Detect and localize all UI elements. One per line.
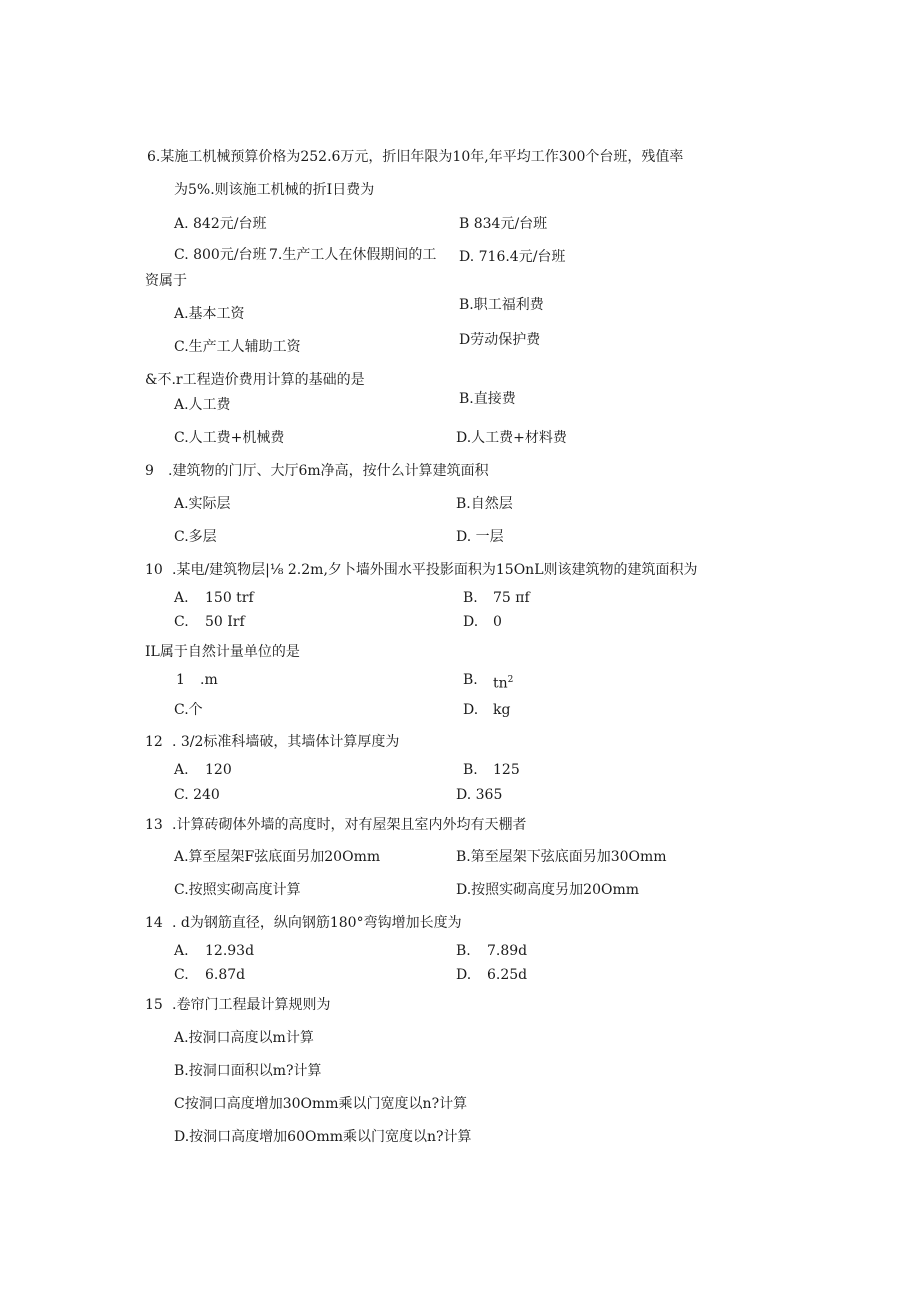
q14-option-d-letter: D. xyxy=(456,967,472,983)
q10-option-b-value: 75 πf xyxy=(493,590,530,606)
q10-option-a-letter: A. xyxy=(174,590,189,606)
q11-option-d-letter: D. xyxy=(463,702,479,718)
q7-option-b: B.职工福利费 xyxy=(459,297,544,313)
q6-option-d: D. 716.4元/台班 xyxy=(459,249,566,265)
q7-option-a: A.基本工资 xyxy=(174,306,245,322)
q14-option-c-letter: C. xyxy=(174,967,189,983)
q9-option-b: B.自然层 xyxy=(456,496,513,512)
q10-option-a-value: 150 trf xyxy=(205,590,254,606)
q7-stem-line2: 资属于 xyxy=(145,273,187,289)
q9-option-d: D. 一层 xyxy=(456,529,504,545)
q9-option-c: C.多层 xyxy=(174,529,217,545)
q15-stem: .卷帘门工程最计算规则为 xyxy=(172,997,331,1013)
q14-option-a-value: 12.93d xyxy=(205,943,255,959)
q7-stem-line1: 7.生产工人在休假期间的工 xyxy=(269,247,437,263)
q14-number: 14 xyxy=(145,915,163,931)
q11-option-a-value: .m xyxy=(200,672,218,688)
q13-option-b: B.第至屋架下弦底面另加30Omm xyxy=(456,849,667,865)
q13-option-d: D.按照实砌高度另加20Omm xyxy=(456,882,640,898)
q10-option-c-letter: C. xyxy=(174,614,189,630)
q14-option-d-value: 6.25d xyxy=(487,967,528,983)
q7-option-d: D劳动保护费 xyxy=(459,332,541,348)
q12-stem: . 3/2标准科墙破，其墙体计算厚度为 xyxy=(172,734,400,750)
q6-stem-line2: 为5%.则该施工机械的折I日费为 xyxy=(174,182,375,198)
q7-option-c: C.生产工人辅助工资 xyxy=(174,339,301,355)
q11-option-c: C.个 xyxy=(174,702,203,718)
q10-option-c-value: 50 Irf xyxy=(205,614,245,630)
q8-option-a: A.人工费 xyxy=(174,397,231,413)
q15-option-a: A.按洞口高度以m计算 xyxy=(174,1030,314,1046)
q11-option-d-value: kg xyxy=(493,702,511,718)
q9-number: 9 xyxy=(145,463,154,479)
q13-option-a: A.算至屋架F弦底面另加20Omm xyxy=(174,849,381,865)
q11-option-b-unit: tn xyxy=(493,675,508,692)
q11-option-b-value xyxy=(493,671,513,693)
q13-stem: .计算砖砌体外墙的高度时，对有屋架且室内外均有天棚者 xyxy=(172,817,527,833)
q12-option-a-letter: A. xyxy=(174,762,189,778)
q6-option-c: C. 800元/台班 xyxy=(174,247,267,263)
q15-option-d: D.按洞口高度增加60Omm乘以门宽度以n?计算 xyxy=(174,1129,472,1145)
q12-option-d: D. 365 xyxy=(456,787,503,803)
q15-option-b: B.按洞口面积以m?计算 xyxy=(174,1063,322,1079)
q9-stem: .建筑物的门厅、大厅6m净高，按什么计算建筑面积 xyxy=(168,463,489,479)
q10-stem: .某电/建筑物层|⅛ 2.2m,夕卜墙外围水平投影面积为15OnL则该建筑物的建筑面积为 xyxy=(172,562,698,578)
q13-option-c: C.按照实砌高度计算 xyxy=(174,882,301,898)
q12-number: 12 xyxy=(145,734,163,750)
q11-option-a-letter: 1 xyxy=(176,672,185,688)
q14-option-b-value: 7.89d xyxy=(487,943,528,959)
q6-option-b: B 834元/台班 xyxy=(459,216,548,232)
q11-stem: IL属于自然计量单位的是 xyxy=(145,644,300,660)
q14-option-b-letter: B. xyxy=(456,943,471,959)
q15-option-c: C按洞口高度增加30Omm乘以门宽度以n?计算 xyxy=(174,1096,468,1112)
q12-option-c: C. 240 xyxy=(174,787,220,803)
q9-option-a: A.实际层 xyxy=(174,496,231,512)
q10-number: 10 xyxy=(145,562,163,578)
q8-stem: &不.r工程造价费用计算的基础的是 xyxy=(145,372,365,388)
q15-number: 15 xyxy=(145,997,163,1013)
q14-option-a-letter: A. xyxy=(174,943,189,959)
q6-option-a: A. 842元/台班 xyxy=(174,216,267,232)
q14-stem: . d为钢筋直径，纵向钢筋180°弯钩增加长度为 xyxy=(172,915,462,931)
q8-option-d: D.人工费+材料费 xyxy=(456,430,567,446)
q11-option-b-superscript: 2 xyxy=(507,675,514,685)
q8-option-b: B.直接费 xyxy=(459,391,516,407)
q12-option-b-letter: B. xyxy=(463,762,478,778)
q14-option-c-value: 6.87d xyxy=(205,967,246,983)
q11-option-b-letter: B. xyxy=(463,672,478,688)
q8-option-c: C.人工费+机械费 xyxy=(174,430,285,446)
q10-option-d-letter: D. xyxy=(463,614,479,630)
q10-option-b-letter: B. xyxy=(463,590,478,606)
q12-option-a-value: 120 xyxy=(205,762,232,778)
q10-option-d-value: 0 xyxy=(493,614,502,630)
q6-stem-line1: 6.某施工机械预算价格为252.6万元，折旧年限为10年,年平均工作300个台班，残值率 xyxy=(147,149,684,165)
q13-number: 13 xyxy=(145,817,163,833)
q12-option-b-value: 125 xyxy=(493,762,520,778)
